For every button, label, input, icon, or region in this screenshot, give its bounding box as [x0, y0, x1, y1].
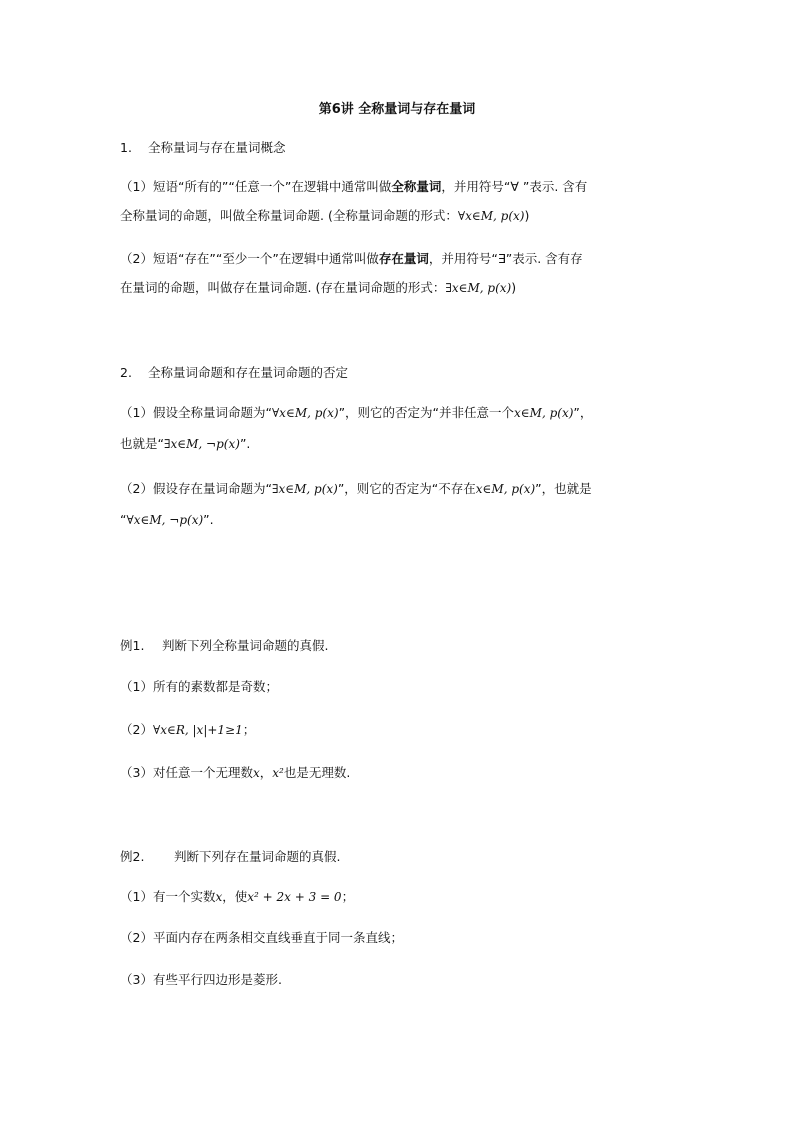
example1-item1: （1）所有的素数都是奇数；: [120, 679, 278, 694]
text-fragment: ”，则它的否定为“不存在: [337, 481, 476, 496]
math-formula: ∀x∈M, p(x): [271, 406, 339, 420]
text-fragment: （2）短语“存在”“至少一个”在逻辑中通常叫做: [120, 251, 379, 266]
text-fragment: （2）: [120, 722, 153, 737]
text-fragment: ，并用符号“∀ ”表示. 含有: [441, 179, 588, 194]
math-formula: x∈M, p(x): [475, 482, 536, 496]
section2-p1-line1: [120, 405, 690, 421]
example1-item2: [120, 722, 690, 738]
text-fragment: 也就是“: [120, 436, 164, 451]
section1-p1-line2: [120, 208, 690, 224]
text-fragment: ，并用符号“∃”表示. 含有存: [428, 251, 583, 266]
math-formula: x∈M, p(x): [514, 406, 574, 420]
example1-prompt: 判断下列全称量词命题的真假.: [162, 638, 329, 653]
text-fragment: 也是无理数.: [283, 765, 351, 780]
example2-heading: [120, 849, 690, 865]
math-formula: ∀x∈M, ¬p(x): [126, 513, 204, 527]
section1-number: 1.: [120, 140, 132, 155]
example2-label: 例2.: [120, 849, 145, 864]
section1-heading: [120, 140, 690, 156]
math-formula: ∀x∈R, |x|+1≥1: [152, 723, 243, 737]
math-formula: ∀x∈M, p(x): [457, 209, 525, 223]
text-fragment: ；: [242, 722, 256, 737]
section2-heading-text: 全称量词命题和存在量词命题的否定: [148, 365, 349, 380]
math-formula: ∃x∈M, p(x): [271, 482, 338, 496]
section2-heading: [120, 365, 690, 381]
text-fragment: 在量词的命题，叫做存在量词命题. (存在量词命题的形式：: [120, 280, 446, 295]
text-fragment: ”.: [203, 512, 214, 527]
section1-heading-text: 全称量词与存在量词概念: [148, 140, 286, 155]
page-title: 第6讲 全称量词与存在量词: [318, 102, 476, 117]
example1-item3: [120, 765, 690, 781]
example2-item3: （3）有些平行四边形是菱形.: [120, 972, 282, 987]
math-variable: x: [252, 766, 260, 780]
text-fragment: ，使: [222, 889, 248, 904]
section1-p1-line1: [120, 179, 690, 195]
text-fragment: ): [524, 208, 530, 223]
example2-item1: [120, 889, 690, 905]
math-formula: x² + 2x + 3 = 0: [247, 890, 342, 904]
text-fragment: （1）短语“所有的”“任意一个”在逻辑中通常叫做: [120, 179, 392, 194]
example2-item2: （2）平面内存在两条相交直线垂直于同一条直线；: [120, 930, 403, 945]
bold-term: 存在量词: [378, 251, 429, 266]
section2-number: 2.: [120, 365, 132, 380]
text-fragment: （1）假设全称量词命题为“: [120, 405, 272, 420]
text-fragment: ”.: [239, 436, 251, 451]
text-fragment: （3）对任意一个无理数: [120, 765, 253, 780]
example1-label: 例1.: [120, 638, 145, 653]
math-variable: x: [215, 890, 223, 904]
math-formula: ∃x∈M, ¬p(x): [163, 437, 240, 451]
section2-p2-line1: [120, 481, 690, 497]
text-fragment: 全称量词的命题，叫做全称量词命题. (全称量词命题的形式：: [120, 208, 458, 223]
section1-p2-line1: [120, 251, 690, 267]
text-fragment: （2）假设存在量词命题为“: [120, 481, 272, 496]
text-fragment: ，: [259, 765, 273, 780]
section2-p2-line2: [120, 512, 690, 528]
section1-p2-line2: [120, 280, 690, 296]
text-fragment: ”，也就是: [535, 481, 592, 496]
example2-prompt: 判断下列存在量词命题的真假.: [174, 849, 341, 864]
bold-term: 全称量词: [391, 179, 442, 194]
text-fragment: ”，: [573, 405, 593, 420]
math-formula: x²: [272, 766, 284, 780]
section2-p1-line2: [120, 436, 690, 452]
text-fragment: （1）有一个实数: [120, 889, 216, 904]
math-formula: ∃x∈M, p(x): [445, 281, 512, 295]
text-fragment: ；: [341, 889, 355, 904]
text-fragment: ): [511, 280, 517, 295]
example1-heading: [120, 638, 690, 654]
text-fragment: ”，则它的否定为“并非任意一个: [338, 405, 515, 420]
text-fragment: “: [120, 512, 127, 527]
